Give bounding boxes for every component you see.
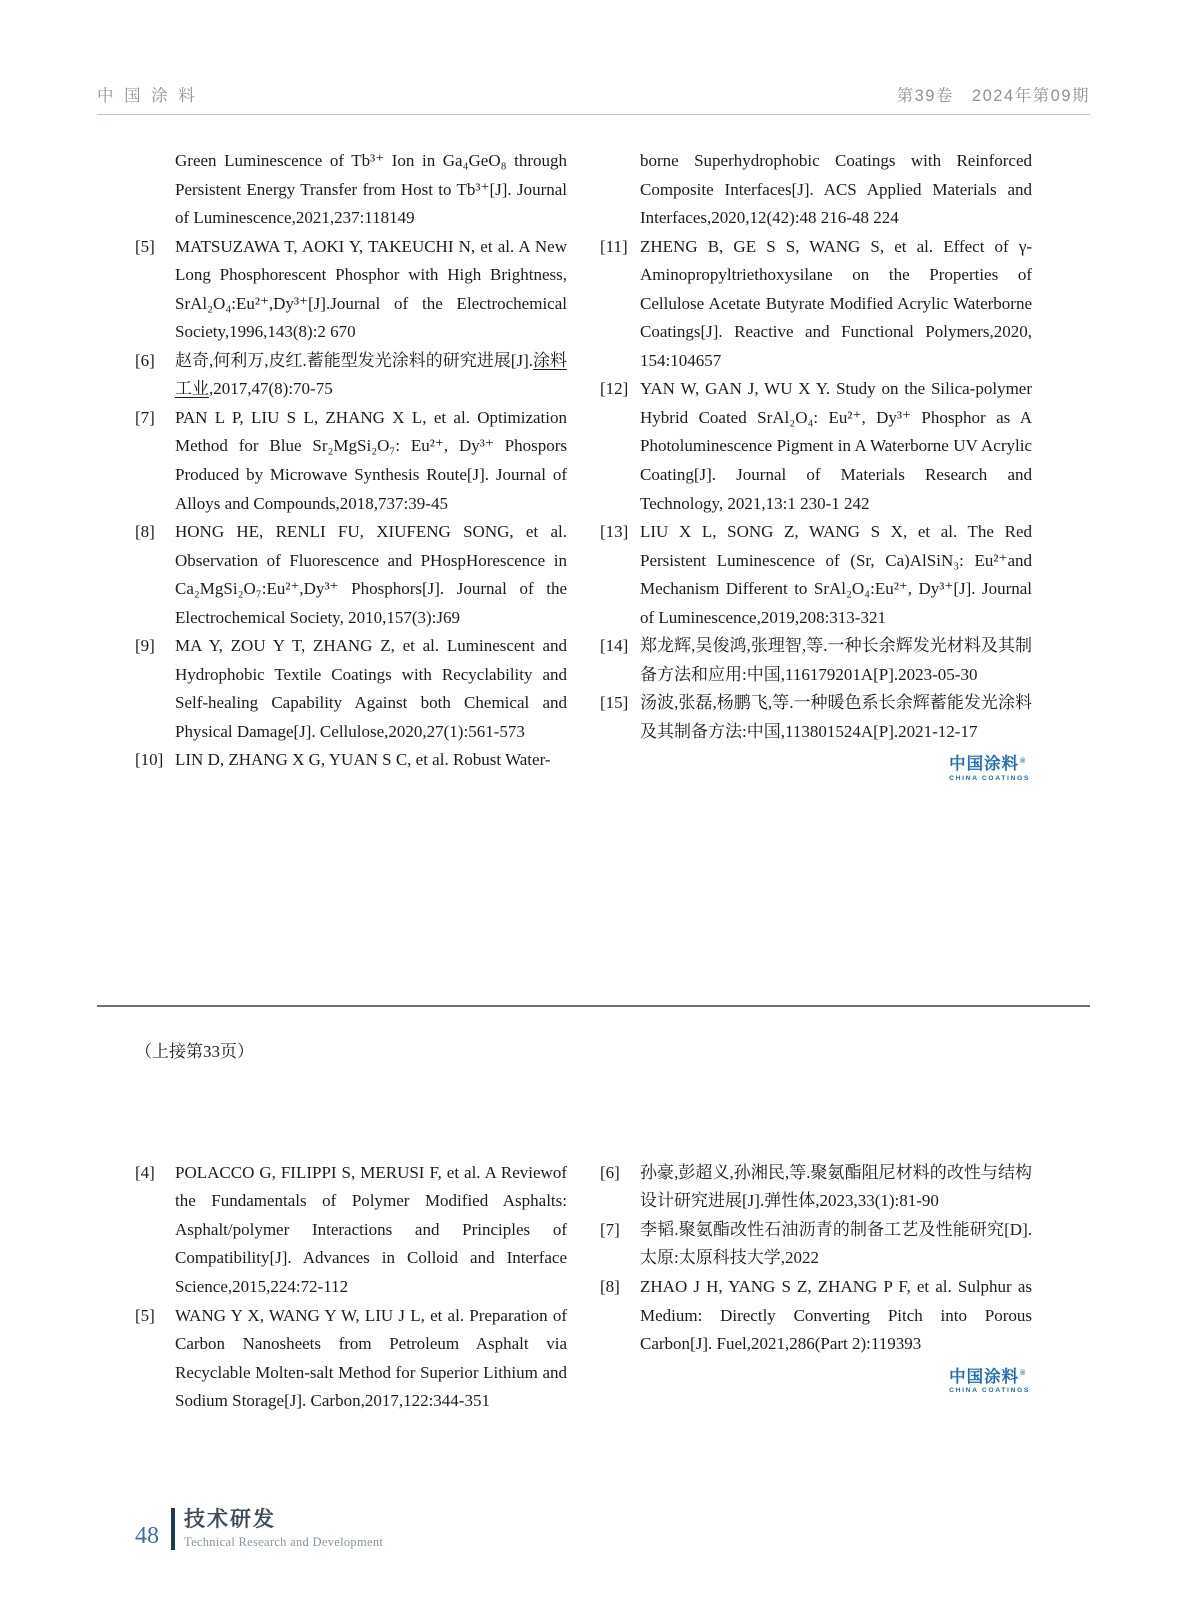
references-top-left-column [135,147,567,783]
reference-item [600,632,1032,689]
reference-item [135,1302,567,1416]
page-header [97,0,1090,115]
reference-text: LIU X L, SONG Z, WANG S X, et al. The Red Persistent Luminescence of (Sr, Ca)AlSiN₃: Eu²⁺and Mechanism Different to SrAl₂O₄:Eu²⁺, Dy³⁺[J]. Journal of Luminescence,2019,208:313-321 [640,522,1032,627]
reference-number: [7] [135,407,155,427]
section-divider [97,1005,1090,1007]
logo-cn-text: 中国涂料® [949,755,1027,774]
logo-en-text: CHINA COATINGS [949,1387,1030,1395]
reference-number: [13] [600,522,629,542]
reference-number: [4] [135,1162,155,1182]
registered-mark-icon: ® [1020,1370,1027,1378]
continued-from-page-note: （上接第33页） [135,1041,254,1061]
reference-text: POLACCO G, FILIPPI S, MERUSI F, et al. A Reviewof the Fundamentals of Polymer Modified Asphalts: Asphalt/polymer Interactions and Principles of Compatibility[J]. Advances in Colloid and Interface Science,2015,224:72-112 [175,1162,567,1296]
journal-name: 中 国 涂 料 [97,87,198,105]
reference-number: [8] [135,522,155,542]
reference-item [135,404,567,518]
reference-item [600,1159,1032,1216]
page-number: 48 [135,1523,159,1549]
footer-section-title [184,1508,383,1549]
reference-text: YAN W, GAN J, WU X Y. Study on the Silica-polymer Hybrid Coated SrAl₂O₄: Eu²⁺, Dy³⁺ Phosphor as A Photoluminescence Pigment in A Waterborne UV Acrylic Coating[J]. Journal of Materials Research and Technology, 2021,13:1 230-1 242 [640,379,1032,513]
reference-number: [5] [135,1305,155,1325]
reference-text: 孙豪,彭超义,孙湘民,等.聚氨酯阻尼材料的改性与结构设计研究进展[J].弹性体,2023,33(1):81-90 [640,1162,1032,1211]
china-coatings-logo [949,1369,1030,1395]
reference-number: [11] [600,236,628,256]
reference-number [600,147,640,233]
reference-number: [10] [135,750,164,770]
reference-number: [6] [135,350,155,370]
reference-item [600,518,1032,632]
reference-item [135,1159,567,1302]
reference-list [600,1159,1032,1359]
reference-number: [6] [600,1162,620,1182]
reference-text: Green Luminescence of Tb³⁺ Ion in Ga₄GeO₈ through Persistent Energy Transfer from Host to Tb³⁺[J]. Journal of Luminescence,2021,237:118149 [175,151,567,228]
references-section-bottom [135,1159,1032,1416]
reference-text: 郑龙辉,吴俊鸿,张理智,等.一种长余辉发光材料及其制备方法和应用:中国,116179201A[P].2023-05-30 [640,636,1032,684]
reference-number: [7] [600,1219,620,1239]
reference-text: 李韬.聚氨酯改性石油沥青的制备工艺及性能研究[D].太原:太原科技大学,2022 [640,1219,1032,1268]
logo-en-text: CHINA COATINGS [949,774,1030,782]
reference-number: [12] [600,379,629,399]
reference-item [135,233,567,347]
reference-number [135,147,175,233]
reference-text: MA Y, ZOU Y T, ZHANG Z, et al. Luminescent and Hydrophobic Textile Coatings with Recyclability and Self-healing Capability Against both Chemical and Physical Damage[J]. Cellulose,2020,27(1):561-573 [175,636,567,741]
reference-number: [5] [135,236,155,256]
section-title-en: Technical Research and Development [184,1534,384,1549]
reference-text: borne Superhydrophobic Coatings with Reinforced Composite Interfaces[J]. ACS Applied Materials and Interfaces,2020,12(42):48 216-48 224 [640,151,1032,228]
reference-item [600,375,1032,518]
reference-item [135,347,567,404]
reference-item [600,1216,1032,1273]
reference-text: 赵奇,何利万,皮红.蓄能型发光涂料的研究进展[J].涂料工业,2017,47(8):70-75 [175,350,568,399]
reference-number: [9] [135,636,155,656]
reference-text: WANG Y X, WANG Y W, LIU J L, et al. Preparation of Carbon Nanosheets from Petroleum Asphalt via Recyclable Molten-salt Method for Superior Lithium and Sodium Storage[J]. Carbon,2017,122:344-351 [175,1305,567,1411]
reference-item [600,233,1032,376]
page-footer [135,1508,1187,1550]
reference-list [135,1159,567,1416]
reference-item [135,518,567,632]
reference-list [135,147,567,775]
references-top-right-column [600,147,1032,783]
reference-item [600,689,1032,746]
references-bottom-left-column [135,1159,567,1416]
reference-text: HONG HE, RENLI FU, XIUFENG SONG, et al. Observation of Fluorescence and PHospHorescence in Ca₂MgSi₂O₇:Eu²⁺,Dy³⁺ Phosphors[J]. Journal of the Electrochemical Society, 2010,157(3):J69 [175,522,567,627]
reference-text: 汤波,张磊,杨鹏飞,等.一种暖色系长余辉蓄能发光涂料及其制备方法:中国,113801524A[P].2021-12-17 [640,693,1032,741]
reference-text: ZHAO J H, YANG S Z, ZHANG P F, et al. Sulphur as Medium: Directly Converting Pitch into Porous Carbon[J]. Fuel,2021,286(Part 2):119393 [640,1276,1032,1354]
reference-item [135,746,567,775]
reference-list [600,147,1032,746]
reference-item [600,147,1032,233]
logo-cn-text: 中国涂料® [949,1367,1027,1386]
reference-item [135,632,567,746]
china-coatings-logo [949,756,1030,782]
footer-divider-bar [171,1508,175,1550]
registered-mark-icon: ® [1020,757,1027,765]
references-section-top [135,147,1032,783]
reference-number: [8] [600,1276,620,1296]
reference-text: MATSUZAWA T, AOKI Y, TAKEUCHI N, et al. A New Long Phosphorescent Phosphor with High Brightness, SrAl₂O₄:Eu²⁺,Dy³⁺[J].Journal of the Electrochemical Society,1996,143(8):2 670 [175,236,567,342]
section-title-cn: 技术研发 [184,1508,276,1532]
reference-text: LIN D, ZHANG X G, YUAN S C, et al. Robust Water- [175,750,551,770]
reference-text: PAN L P, LIU S L, ZHANG X L, et al. Optimization Method for Blue Sr₂MgSi₂O₇: Eu²⁺, Dy³⁺ Phospors Produced by Microwave Synthesis Route[J]. Journal of Alloys and Compounds,2018,737:39-45 [175,407,567,513]
reference-item [600,1273,1032,1359]
reference-item [135,147,567,233]
references-bottom-right-column [600,1159,1032,1416]
reference-number: [15] [600,693,629,713]
reference-number: [14] [600,636,629,656]
volume-issue-info: 第39卷 2024年第09期 [896,87,1090,105]
reference-text: ZHENG B, GE S S, WANG S, et al. Effect of γ-Aminopropyltriethoxysilane on the Properties of Cellulose Acetate Butyrate Modified Acrylic Waterborne Coatings[J]. Reactive and Functional Polymers,2020, 154:104657 [640,236,1032,370]
